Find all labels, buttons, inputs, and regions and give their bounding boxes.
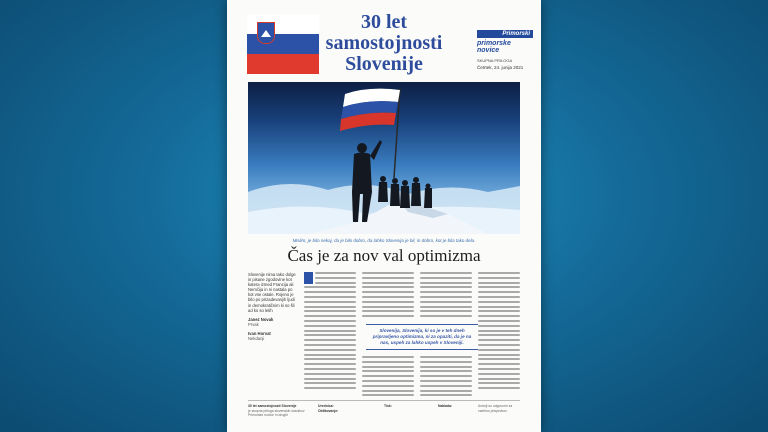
footer-editors <box>318 404 376 413</box>
footer-text: je skupna priloga slovenskih časnikov Primorske novice in drugih <box>248 408 305 418</box>
pull-quote: Slovenija, Slovenija, ki so je v teh dneh pripravljeno optimizma, ni za opaziti, da je na nas, uspeh za lahko uspeh v Sloveniji. <box>366 324 478 350</box>
issue-line: SKUPNA PRILOGA <box>477 58 513 63</box>
footer-circulation <box>438 404 474 409</box>
footer-label: Urednica: <box>318 404 334 408</box>
footer-title: 30 let samostojnosti Slovenije <box>248 404 297 408</box>
footer-text: Avtorji so odgovorni za vsebino prispevkov. <box>478 404 513 413</box>
cover-photo <box>248 82 520 234</box>
text-column <box>478 272 520 397</box>
footer-label: Tisk: <box>384 404 392 408</box>
footer-imprint <box>248 404 310 418</box>
footer-print <box>384 404 434 409</box>
publisher-name: primorske novice <box>477 40 511 54</box>
slovenian-flag <box>247 14 319 74</box>
newspaper-page <box>227 0 541 432</box>
footer-label: Naklada: <box>438 404 453 408</box>
page-footer <box>248 400 520 429</box>
author-name: Janez Novak <box>248 316 274 322</box>
text-column <box>304 272 356 397</box>
publisher-logo: Primorski <box>477 30 533 38</box>
article-lead <box>248 272 296 341</box>
masthead-title <box>319 12 449 75</box>
issue-date: Četrtek, 24. junija 2021 <box>477 65 524 70</box>
masthead-title-line: samostojnosti <box>325 32 443 54</box>
author-role: Prvak <box>248 321 259 327</box>
author-name: Ivan Horvat <box>248 330 271 336</box>
article-body <box>248 272 520 397</box>
mountain-flag-scene <box>248 82 520 234</box>
photo-caption: Mislim, je bilo nekaj, da je bilo dobro, da lahko Slovenija je bil, in dobro, kot je bila tako dela. <box>292 238 476 243</box>
author-role: Nekdanji <box>248 336 265 342</box>
lead-text: Slovenije nima tako dolge in pisane zgodovine kot katera izmed Francija ali Nemčija in ni nastala po kot vse ostale. Rojeno je bilo po prizadevanjih ljudi in demokratičnim ki so šli ad ko so letih <box>248 272 296 313</box>
coat-of-arms-icon <box>257 22 275 44</box>
drop-cap <box>304 272 313 284</box>
article-headline: Čas je za nov val optimizma <box>287 246 481 265</box>
masthead-title-line: 30 let <box>360 11 408 33</box>
publisher-brand <box>477 30 533 70</box>
footer-label: Oblikovanje: <box>318 408 339 413</box>
masthead-title-line: Slovenije <box>345 53 423 75</box>
footer-disclaimer <box>478 404 520 413</box>
masthead <box>227 0 541 78</box>
